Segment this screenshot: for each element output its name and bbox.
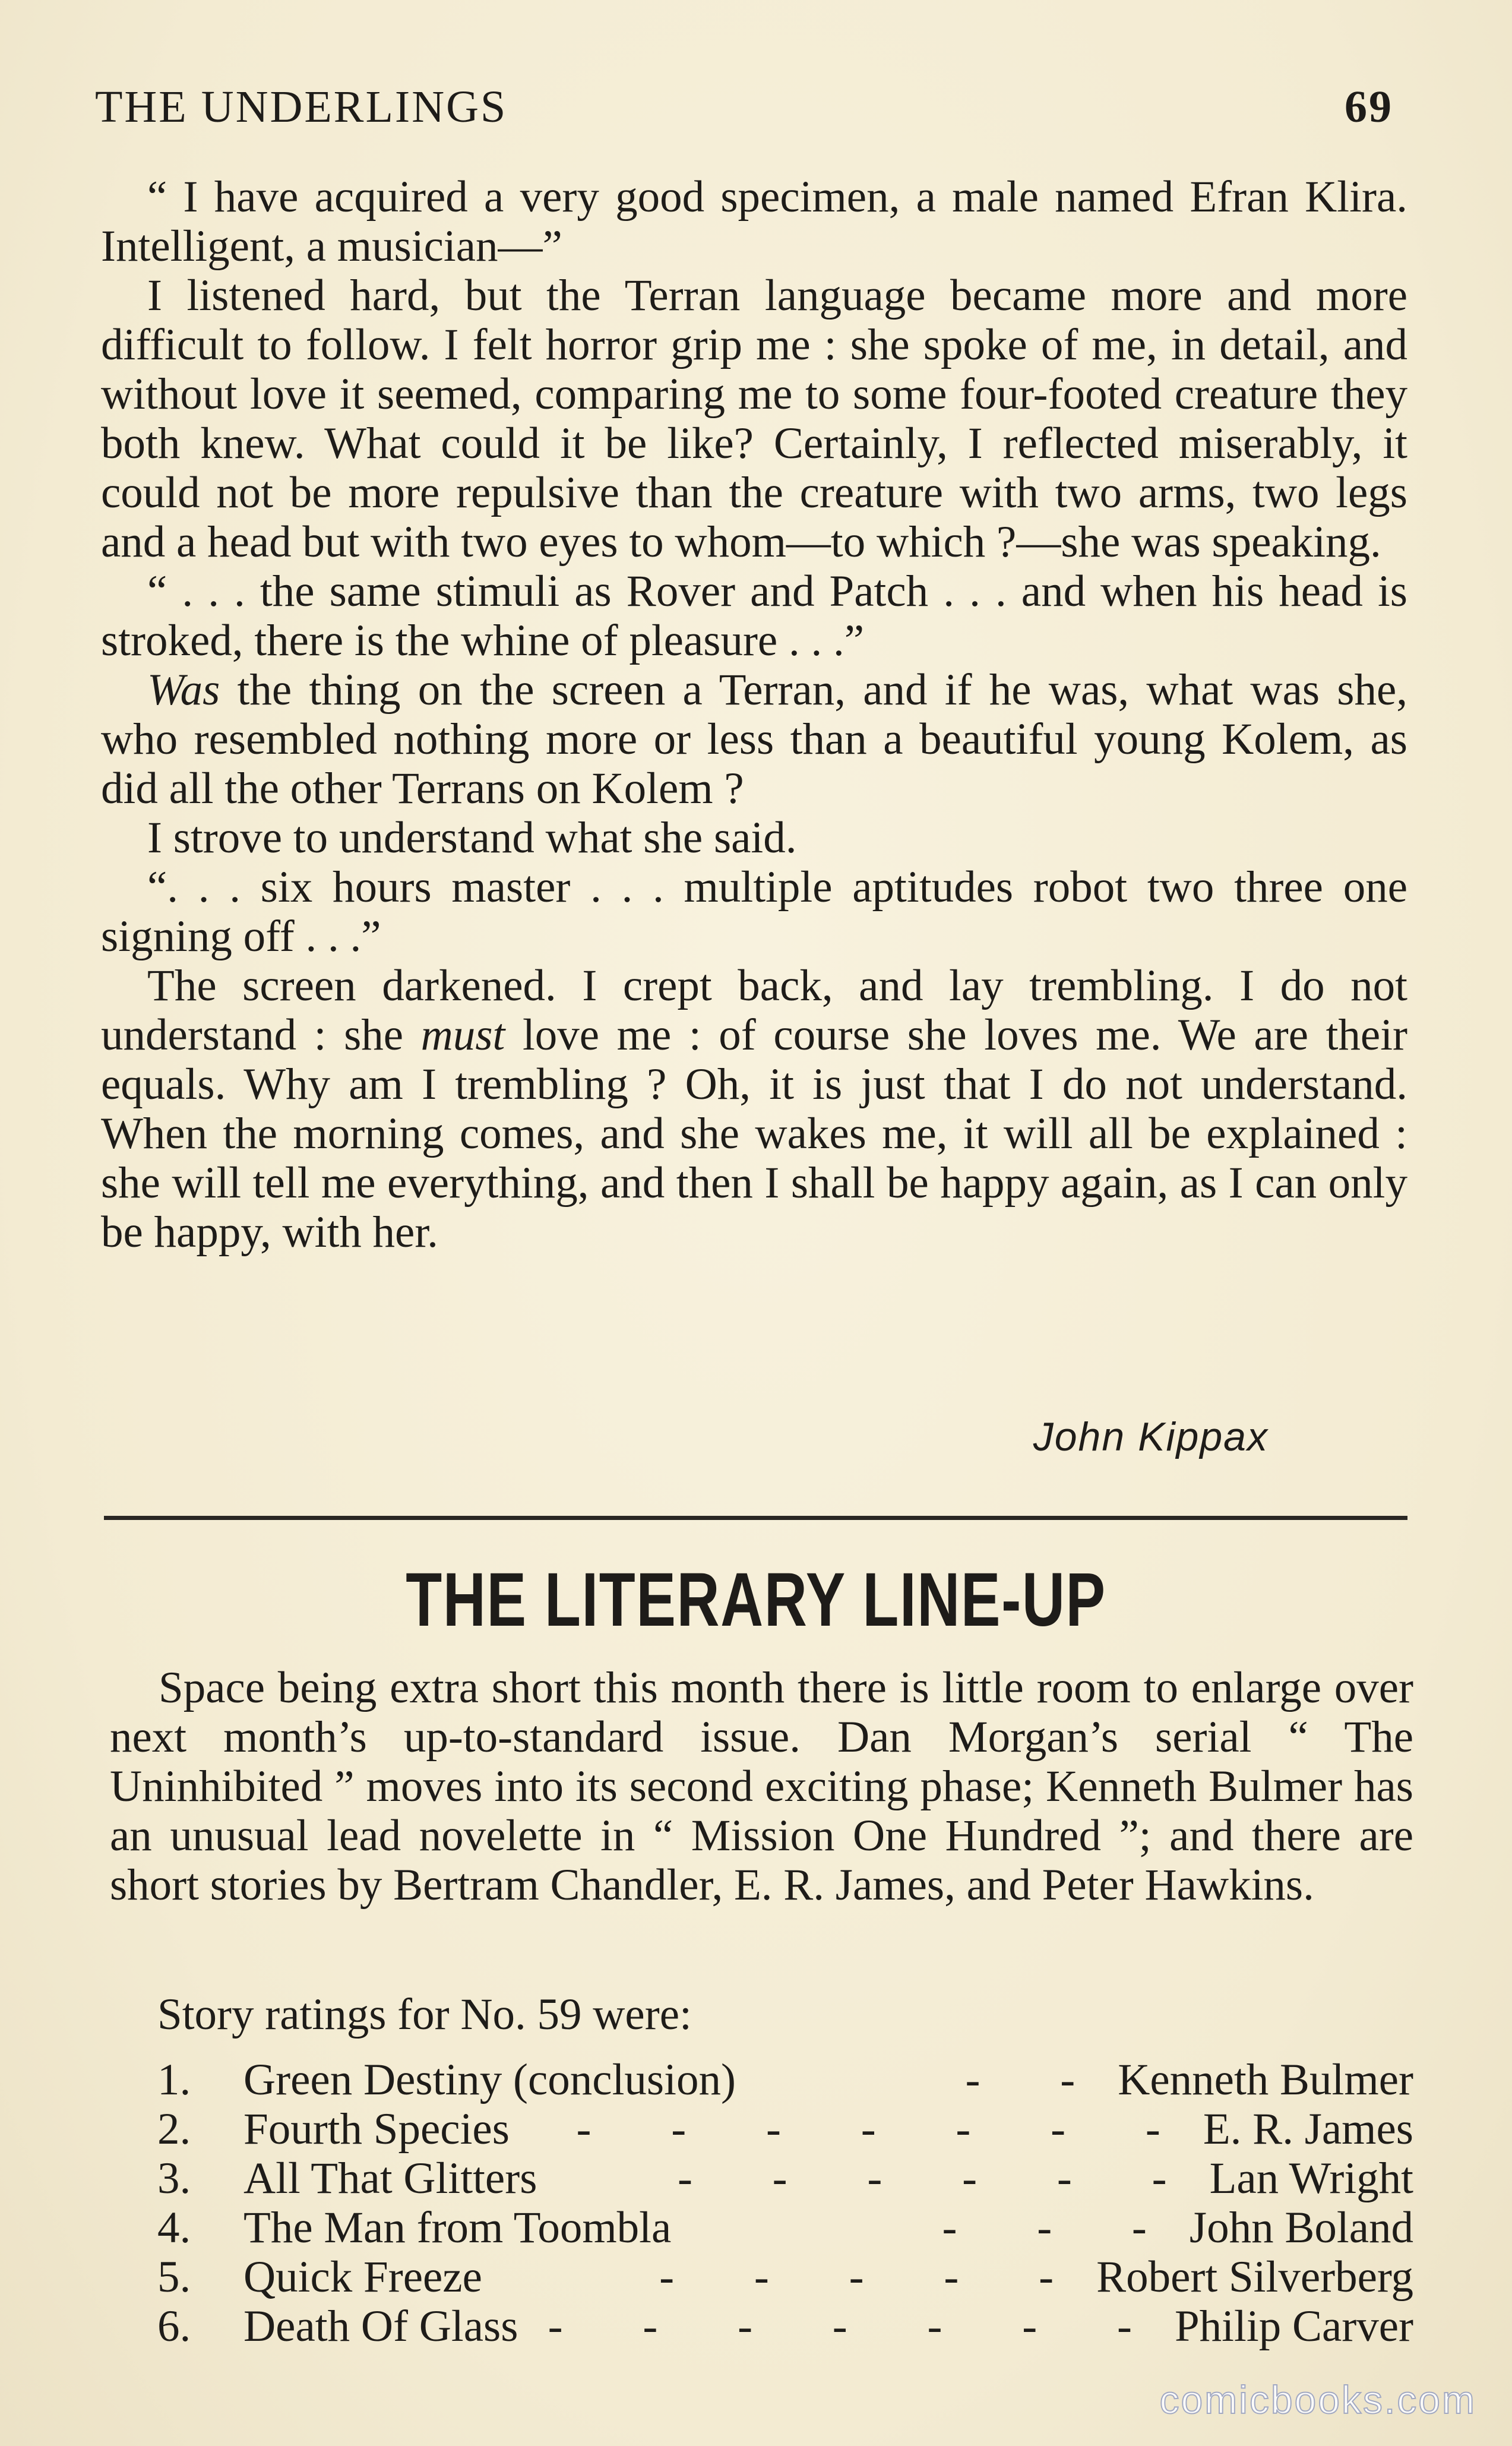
- rating-row: [157, 2252, 1413, 2302]
- rating-title: Green Destiny (conclusion): [243, 2055, 736, 2104]
- story-paragraph: “ . . . the same stimuli as Rover and Patch . . . and when his head is stroked, there is the whine of pleasure . . .”: [101, 567, 1407, 665]
- story-paragraph: “. . . six hours master . . . multiple aptitudes robot two three one signing off . . .”: [101, 862, 1407, 961]
- rating-number: 4.: [157, 2203, 191, 2252]
- rating-title: All That Glitters: [243, 2154, 537, 2203]
- running-head-title: THE UNDERLINGS: [95, 81, 508, 132]
- rating-author: Philip Carver: [1174, 2302, 1413, 2351]
- rating-author: Robert Silverberg: [1096, 2252, 1413, 2302]
- story-paragraph: [101, 665, 1407, 813]
- story-paragraph: I strove to understand what she said.: [147, 813, 797, 862]
- rating-leader: - -: [965, 2055, 1110, 2104]
- author-byline: John Kippax: [1033, 1414, 1269, 1459]
- ratings-list: [157, 2055, 1413, 2351]
- rating-leader: - - -: [942, 2203, 1181, 2252]
- lineup-text: [110, 1663, 1413, 1910]
- rating-row: [157, 2104, 1413, 2154]
- story-paragraph-text: The screen darkened. I crept back, and lay trembling. I do not understand : she: [101, 961, 1407, 1060]
- story-paragraph: [101, 961, 1407, 1257]
- rating-leader: - - - - - - -: [576, 2104, 1195, 2154]
- story-paragraph: “ I have acquired a very good specimen, a male named Efran Klira. Intelligent, a musician—”: [101, 172, 1407, 271]
- rating-title: The Man from Toombla: [243, 2203, 672, 2252]
- rating-number: 2.: [157, 2104, 191, 2154]
- rating-row: [157, 2302, 1413, 2351]
- emphasis-was: Was: [147, 665, 220, 715]
- story-text: [101, 172, 1407, 1257]
- rating-number: 1.: [157, 2055, 191, 2104]
- ratings-heading: Story ratings for No. 59 were:: [157, 1990, 692, 2039]
- rating-number: 3.: [157, 2154, 191, 2203]
- rating-author: Kenneth Bulmer: [1118, 2055, 1413, 2104]
- rating-row: [157, 2154, 1413, 2203]
- story-paragraph-text: love me : of course she loves me. We are their equals. Why am I trembling ? Oh, it is just that I do not understand. When the morning comes, and she wakes me, it will all be explained : she will tell me everything, and then I shall be happy again, as I can only be happy, with her.: [101, 1010, 1408, 1257]
- rating-leader: - - - - -: [659, 2252, 1089, 2302]
- story-paragraph-text: the thing on the screen a Terran, and if he was, what was she, who resembled nothing more or less than a beautiful young Kolem, as did all the other Terrans on Kolem ?: [101, 665, 1407, 813]
- rating-number: 6.: [157, 2302, 191, 2351]
- section-divider: [104, 1516, 1407, 1520]
- site-watermark: comicbooks.com: [1159, 2378, 1476, 2422]
- lineup-paragraph: Space being extra short this month there is little room to enlarge over next month’s up-to-standard issue. Dan Morgan’s serial “ The Uninhibited ” moves into its second exciting phase; Kenneth Bulmer has an unusual lead novelette in “ Mission One Hundred ”; and there are short stories by Bertram Chandler, E. R. James, and Peter Hawkins.: [110, 1663, 1413, 1910]
- rating-author: Lan Wright: [1209, 2154, 1413, 2203]
- rating-row: [157, 2055, 1413, 2104]
- rating-title: Death Of Glass: [243, 2302, 518, 2351]
- rating-number: 5.: [157, 2252, 191, 2302]
- rating-title: Fourth Species: [243, 2104, 510, 2154]
- rating-leader: - - - - - -: [677, 2154, 1201, 2203]
- running-head: [95, 74, 1393, 140]
- rating-leader: - - - - - - -: [548, 2302, 1166, 2351]
- page-number: 69: [1345, 81, 1393, 132]
- emphasis-must: must: [420, 1010, 505, 1060]
- rating-author: E. R. James: [1203, 2104, 1413, 2154]
- story-paragraph: I listened hard, but the Terran language became more and more difficult to follow. I felt horror grip me : she spoke of me, in detail, and without love it seemed, comparing me to some four-footed creature they both knew. What could it be like? Certainly, I reflected miserably, it could not be more repulsive than the creature with two arms, two legs and a head but with two eyes to whom—to which ?—she was speaking.: [101, 271, 1407, 567]
- rating-row: [157, 2203, 1413, 2252]
- rating-title: Quick Freeze: [243, 2252, 482, 2302]
- rating-author: John Boland: [1189, 2203, 1413, 2252]
- section-title: THE LITERARY LINE-UP: [406, 1557, 1106, 1642]
